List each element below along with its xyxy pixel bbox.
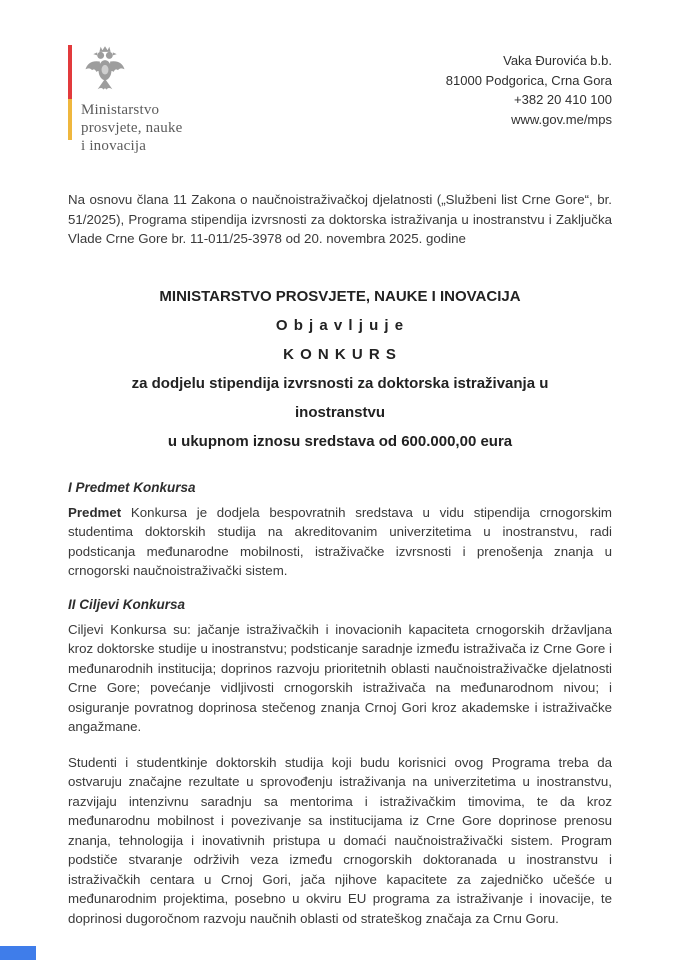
contact-info	[446, 45, 612, 142]
section2-paragraph2: Studenti i studentkinje doktorskih studija koji budu korisnici ovog Programa treba da ostvaruju značajne rezultate u sprovođenju istraživanja na univerzitetima u inostranstvu, razvijaju intenzivnu saradnju sa mentorima i istraživačkim timovima, te da kroz međunarodnu mobilnost i povezivanje sa institucijama iz Crne Gore doprinose prenosu znanja, tehnologija i inovativnih pristupa u domaći naučnoistraživački sistem. Program podstiče stvaranje održivih veza između crnogorskih doktoranada u inostranstvu i istraživačkih centara u Crnoj Gori, jača njihove kapacitete za zajedničko učešće u međunarodnim projektima, posebno u okviru EU programa za istraživanje i inovacije, te doprinosi dugoročnom razvoju naučnih oblasti od strateškog značaja za Crnu Goru.	[68, 754, 612, 926]
konkurs-subtitle: za dodjelu stipendija izvrsnosti za doktorska istraživanja u inostranstvu	[131, 374, 549, 421]
ministry-name-line: prosvjete, nauke	[81, 120, 183, 136]
ministry-title-line: MINISTARSTVO PROSVJETE, NAUKE I INOVACIJA	[159, 287, 521, 305]
title-block	[68, 282, 612, 456]
section2-paragraph1: Ciljevi Konkursa su: jačanje istraživačkih i inovacionih kapaciteta crnogorskih državljana kroz doktorske studije u inostranstvu; podsticanje saradnje između istraživača iz Crne Gore i međunarodnih institucija; doprinos razvoju prioritetnih oblasti naučnoistraživačke djelatnosti Crne Gore; povećanje vidljivosti crnogorskih istraživača na međunarodnom nivou; i osiguranje povratnog doprinosa stečenog znanja Crnoj Gori kroz akademske i istraživačke angažmane.	[68, 621, 612, 734]
section2-heading: II Ciljevi Konkursa	[68, 596, 186, 612]
announces-line: O b j a v l j u j e	[275, 316, 405, 334]
section1-heading: I Predmet Konkursa	[68, 479, 196, 495]
total-amount-line: u ukupnom iznosu sredstava od 600.000,00 eura	[167, 432, 513, 450]
contact-website: www.gov.me/mps	[511, 111, 612, 127]
lead-word: Predmet	[68, 504, 122, 520]
contact-phone: +382 20 410 100	[514, 92, 612, 107]
contact-city: 81000 Podgorica, Crna Gora	[445, 72, 612, 88]
page-corner-marker	[0, 946, 36, 960]
section1-paragraph: Predmet Konkursa je dodjela bespovratnih sredstava u vidu stipendija crnogorskim studentima doktorskih studija na akreditovanim univerzitetima u inostranstvu, radi podsticanja međunarodne mobilnosti, istraživačke izvrsnosti i prenošenja znanja u crnogorski naučnoistraživački sistem.	[68, 504, 612, 578]
flag-bar-decoration	[68, 45, 72, 140]
contact-address: Vaka Đurovića b.b.	[503, 53, 612, 68]
ministry-name-line: i inovacija	[81, 138, 147, 154]
ministry-logo	[68, 45, 183, 154]
legal-basis-paragraph: Na osnovu člana 11 Zakona o naučnoistraživačkoj djelatnosti („Službeni list Crne Gore“, br. 51/2025), Programa stipendija izvrsnosti za doktorska istraživanja u inostranstvu i Zaključka Vlade Crne Gore br. 11-011/25-3978 od 20. novembra 2025. godine	[68, 192, 612, 246]
letterhead	[68, 45, 612, 154]
ministry-name-line: Ministarstvo	[81, 102, 160, 118]
coat-of-arms-icon	[83, 45, 127, 97]
ministry-name	[81, 101, 183, 155]
konkurs-title: K O N K U R S	[283, 345, 397, 363]
